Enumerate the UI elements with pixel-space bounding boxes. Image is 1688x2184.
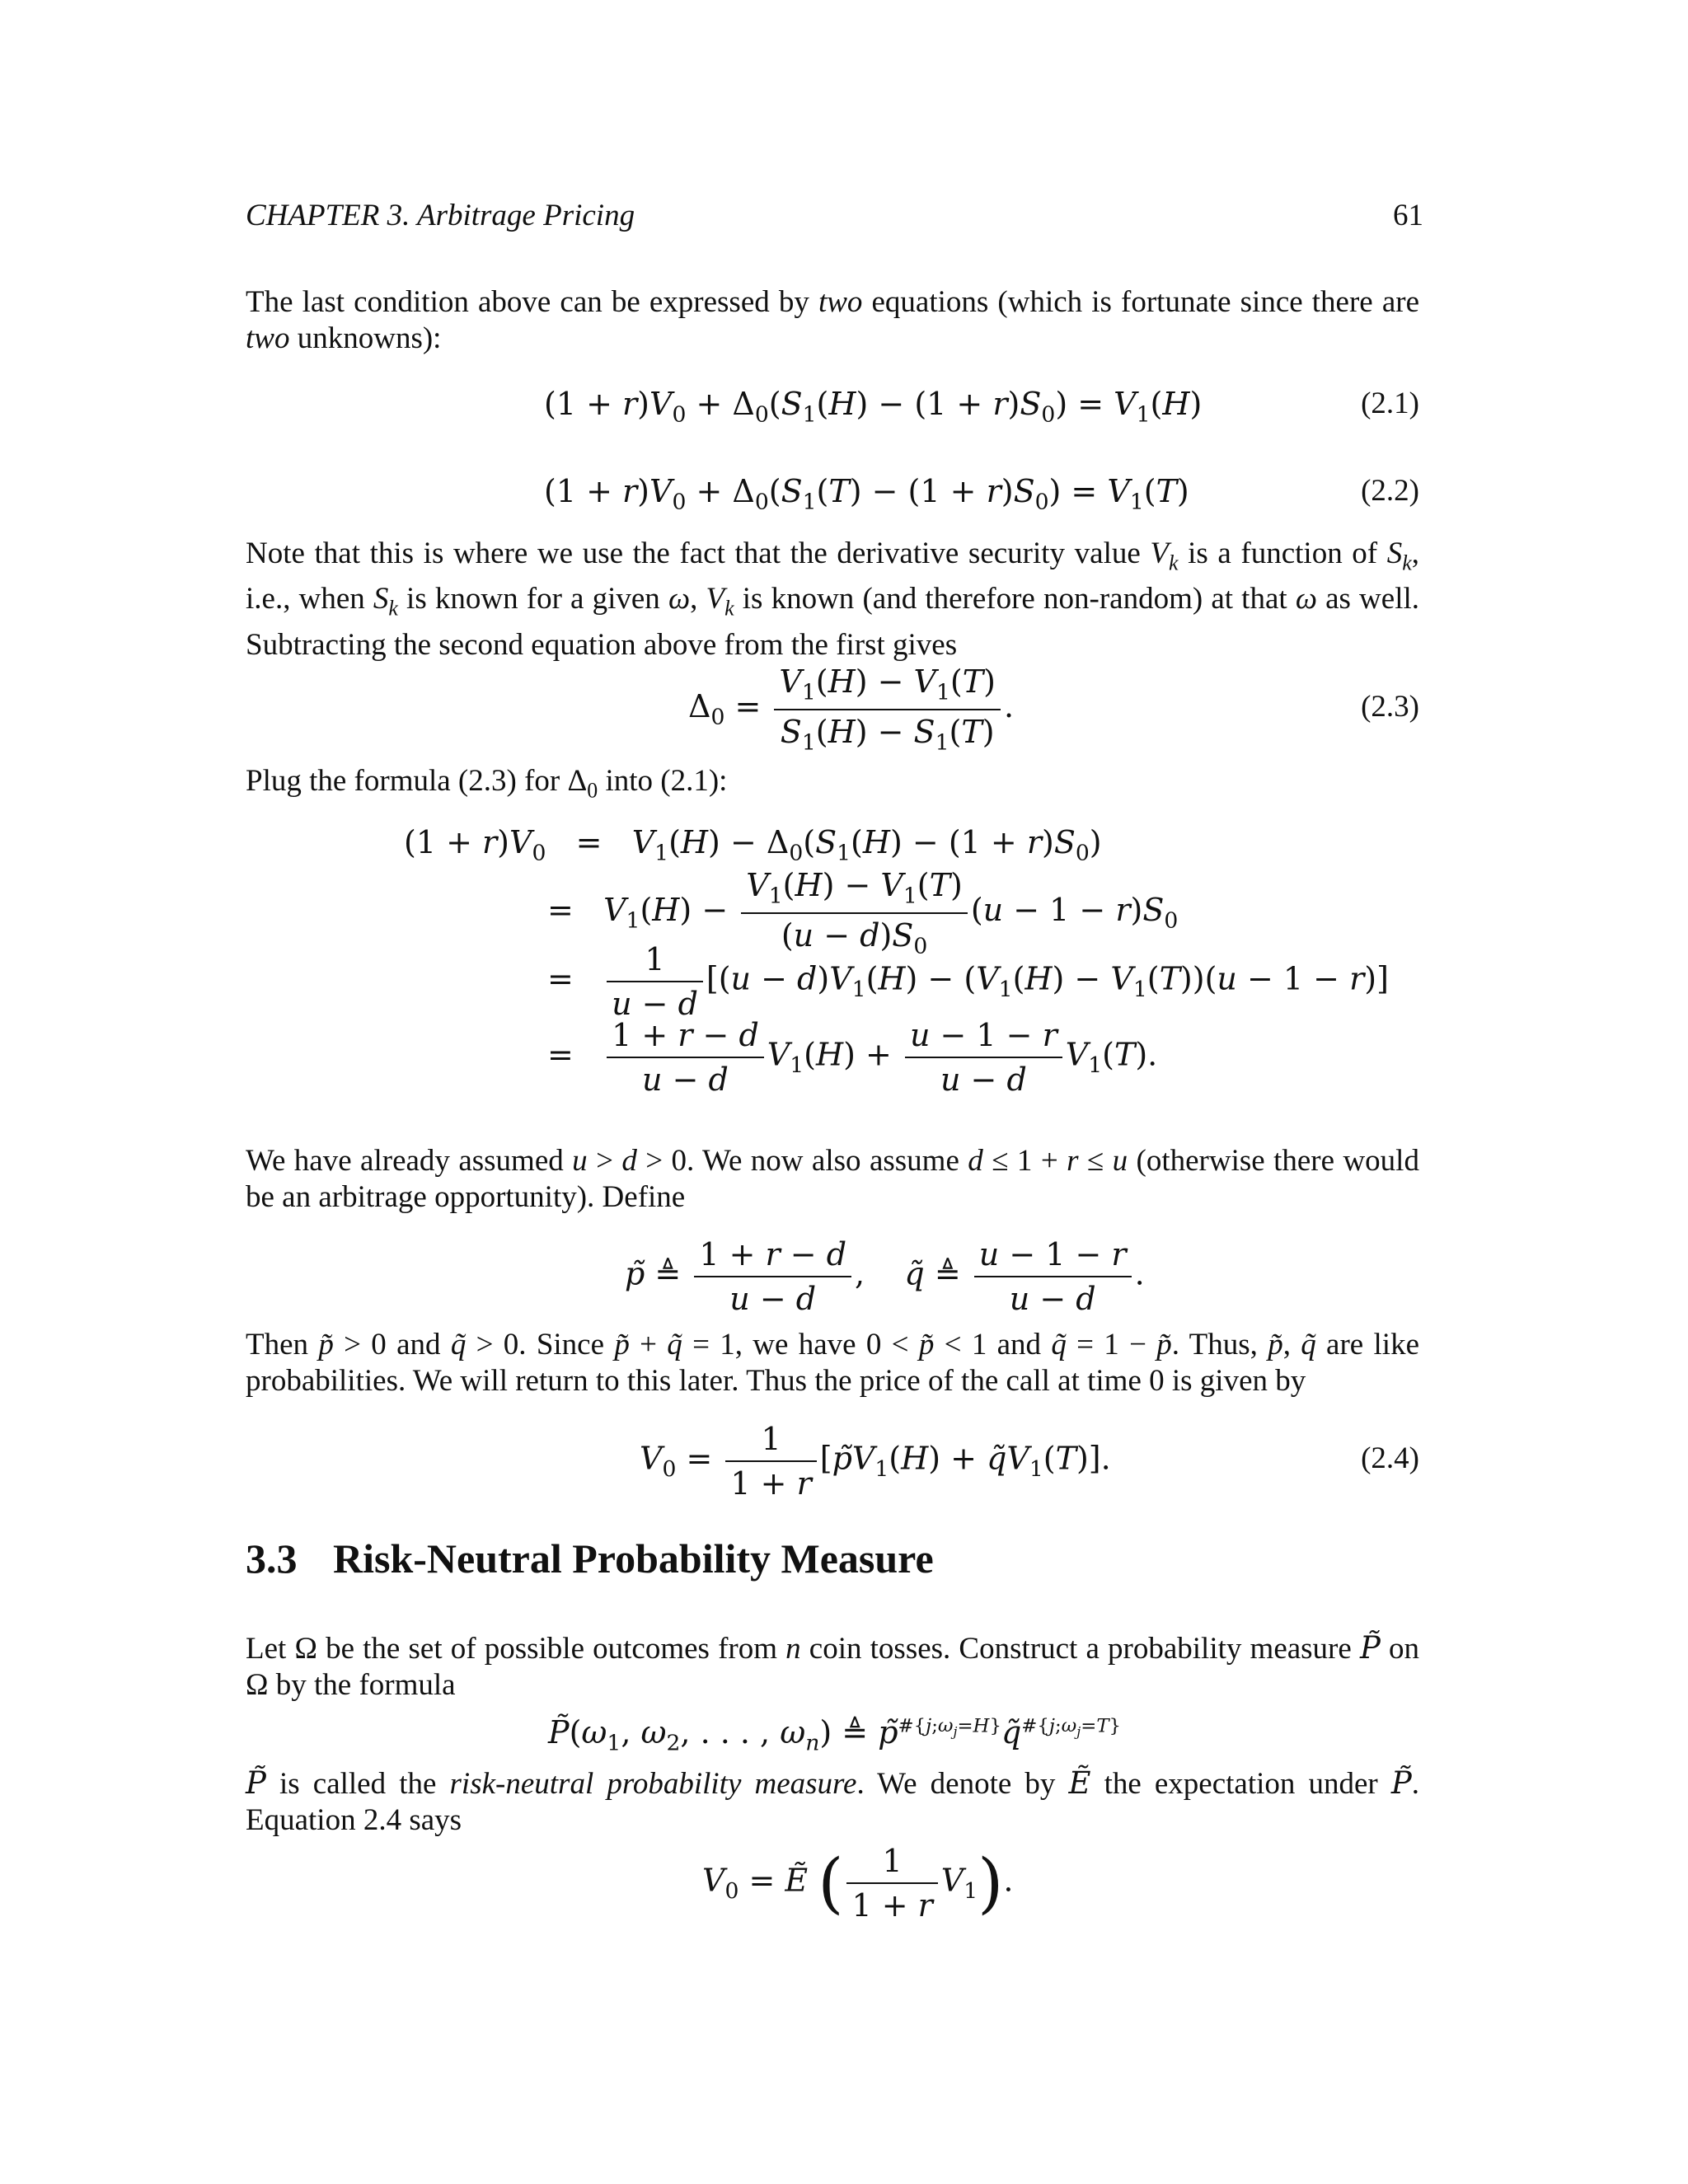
section-number: 3.3 xyxy=(246,1535,298,1582)
section-heading xyxy=(246,1535,934,1582)
derivation-line-4: = $\frac{1 + r - d}{u - d}$ $V_1(H)$ + $\frac{u - 1 - r}{u - d}$ $V_1(T)$. xyxy=(547,1017,1158,1098)
equation-2-2: $(1 + r)V_0 + \Delta_0(S_1(T) - (1 + r)S_0) = V_1(T)$ xyxy=(544,473,1189,515)
derivation-line-3: = $\frac{1}{u - d}$ $[(u - d)V_1(H) - (V_1(H) - V_1(T))(u - 1 - r)]$ xyxy=(547,941,1389,1022)
paragraph-then: Then p̃ > 0 and q̃ > 0. Since p̃ + q̃ = 1, we have 0 < p̃ < 1 and q̃ = 1 − p̃. Thus, p̃, q̃ are like probabilities. We will return to this later. Thus the price of the call at time 0 is given by xyxy=(246,1328,1419,1398)
equation-number-2-4: (2.4) xyxy=(1361,1441,1419,1475)
equation-number-2-2: (2.2) xyxy=(1361,474,1419,508)
paragraph-note: Note that this is where we use the fact that the derivative security value $V_k$ is a function of $S_k$, i.e., when $S_k$ is known for a given ω, $V_k$ is known (and therefore non-random) at that ω as well. Subtracting the second equation above from the first gives xyxy=(246,537,1420,662)
paragraph-assume: We have already assumed u > d > 0. We now also assume d ≤ 1 + r ≤ u (otherwise there would be an arbitrage opportunity). Define xyxy=(246,1144,1419,1214)
paragraph-let-omega: Let Ω be the set of possible outcomes from n coin tosses. Construct a probability measure P̃ on Ω by the formula xyxy=(246,1630,1420,1702)
paragraph-intro: The last condition above can be expressed by two equations (which is fortunate since there are two unknowns): xyxy=(246,285,1419,355)
equation-number-2-1: (2.1) xyxy=(1361,387,1419,420)
definition-p-q: p̃ ≜ $\frac{1 + r - d}{u - d}$ , q̃ ≜ $\frac{u - 1 - r}{u - d}$ . xyxy=(625,1236,1145,1317)
equation-2-4: $V_0$ = $\frac{1}{1 + r}$ [$p̃V_1(H)$ + $q̃V_1(T)$]. xyxy=(640,1421,1111,1502)
equation-number-2-3: (2.3) xyxy=(1361,690,1419,724)
equation-measure: $P̃(\omega_1$, $\omega_2$, . . . , $\omega_n$) ≜ p̃$^{\#\{j;\omega_j=H\}}$q̃$^{\#\{j;\omega_j=T\}}$ xyxy=(548,1714,1122,1756)
equation-2-1: $(1 + r)V_0 + \Delta_0(S_1(H) - (1 + r)S_0) = V_1(H)$ xyxy=(544,386,1203,428)
running-header: CHAPTER 3. Arbitrage Pricing xyxy=(246,199,635,232)
section-title: Risk-Neutral Probability Measure xyxy=(333,1535,934,1582)
equation-expectation: $V_0$ = Ẽ ( $\frac{1}{1 + r}$ $V_1$). xyxy=(702,1843,1014,1924)
derivation-line-1: $(1 + r)V_0 = V_1(H) - \Delta_0(S_1(H) - (1 + r)S_0)$ xyxy=(404,824,1102,866)
paragraph-risk-neutral: P̃ is called the risk-neutral probability measure. We denote by Ẽ the expectation under P̃. Equation 2.4 says xyxy=(246,1765,1420,1837)
paragraph-plug: Plug the formula (2.3) for $\Delta_0$ into (2.1): xyxy=(246,764,728,803)
derivation-line-2: = $V_1(H)$ − $\frac{V_1(H) - V_1(T)}{(u - d)S_0}$ $(u - 1 - r)S_0$ xyxy=(547,867,1179,959)
equation-2-3: $\Delta_0$ = $\frac{V_1(H) - V_1(T)}{S_1(H) - S_1(T)}$ . xyxy=(688,663,1015,756)
page-number: 61 xyxy=(1393,199,1423,232)
